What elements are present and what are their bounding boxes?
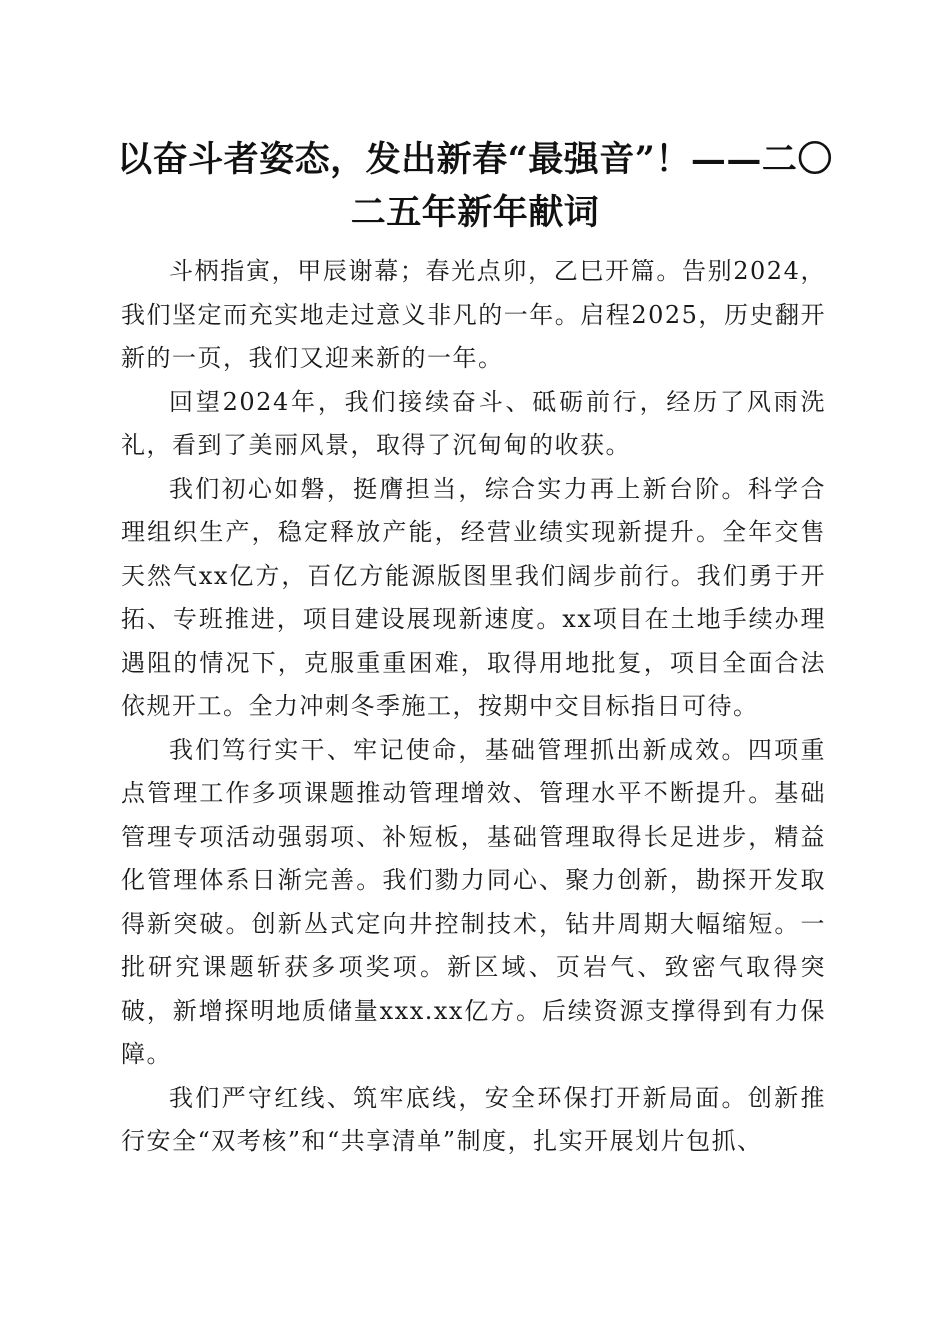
paragraph-strength: 我们初心如磐，挺膺担当，综合实力再上新台阶。科学合理组织生产，稳定释放产能，经营业绩实现新提升。全年交售天然气xx亿方，百亿方能源版图里我们阔步前行。我们勇于开拓、专班推进，项目建设展现新速度。xx项目在土地手续办理遇阻的情况下，克服重重困难，取得用地批复，项目全面合法依规开工。全力冲刺冬季施工，按期中交目标指日可待。 [121,474,826,720]
document-title: 以奋斗者姿态，发出新春“最强音”！——二〇二五年新年献词 [117,139,833,233]
paragraph-safety: 我们严守红线、筑牢底线，安全环保打开新局面。创新推行安全“双考核”和“共享清单”制度，扎实开展划片包抓、 [121,1083,826,1155]
document-body [121,250,826,1164]
paragraph-review: 回望2024年，我们接续奋斗、砥砺前行，经历了风雨洗礼，看到了美丽风景，取得了沉甸甸的收获。 [121,387,826,459]
paragraph-opening: 斗柄指寅，甲辰谢幕；春光点卯，乙巳开篇。告别2024，我们坚定而充实地走过意义非凡的一年。启程2025，历史翻开新的一页，我们又迎来新的一年。 [121,257,826,372]
paragraph-management: 我们笃行实干、牢记使命，基础管理抓出新成效。四项重点管理工作多项课题推动管理增效、管理水平不断提升。基础管理专项活动强弱项、补短板，基础管理取得长足进步，精益化管理体系日渐完善。我们勠力同心、聚力创新，勘探开发取得新突破。创新丛式定向井控制技术，钻井周期大幅缩短。一批研究课题斩获多项奖项。新区域、页岩气、致密气取得突破，新增探明地质储量xxx.xx亿方。后续资源支撑得到有力保障。 [121,735,826,1068]
